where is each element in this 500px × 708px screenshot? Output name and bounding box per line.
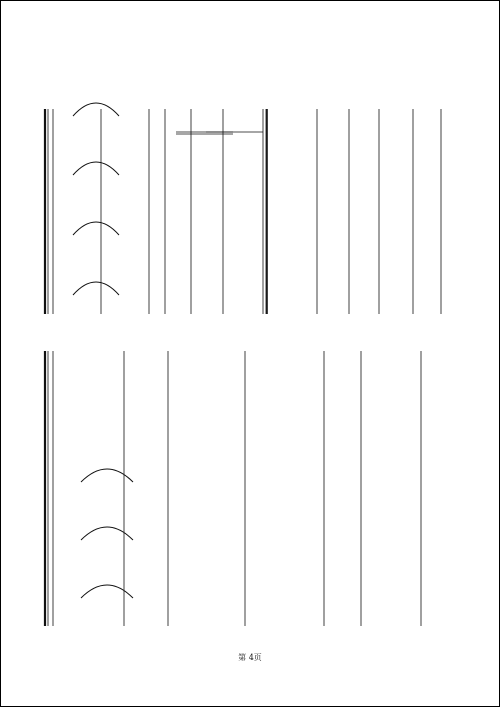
score-lines — [1, 1, 500, 708]
page-number: 第 4页 — [238, 653, 262, 662]
slur — [73, 162, 119, 175]
slur — [73, 282, 119, 295]
slur — [81, 469, 133, 482]
slur — [81, 527, 133, 540]
slur — [73, 222, 119, 235]
slur — [81, 585, 133, 598]
slur — [73, 103, 119, 116]
